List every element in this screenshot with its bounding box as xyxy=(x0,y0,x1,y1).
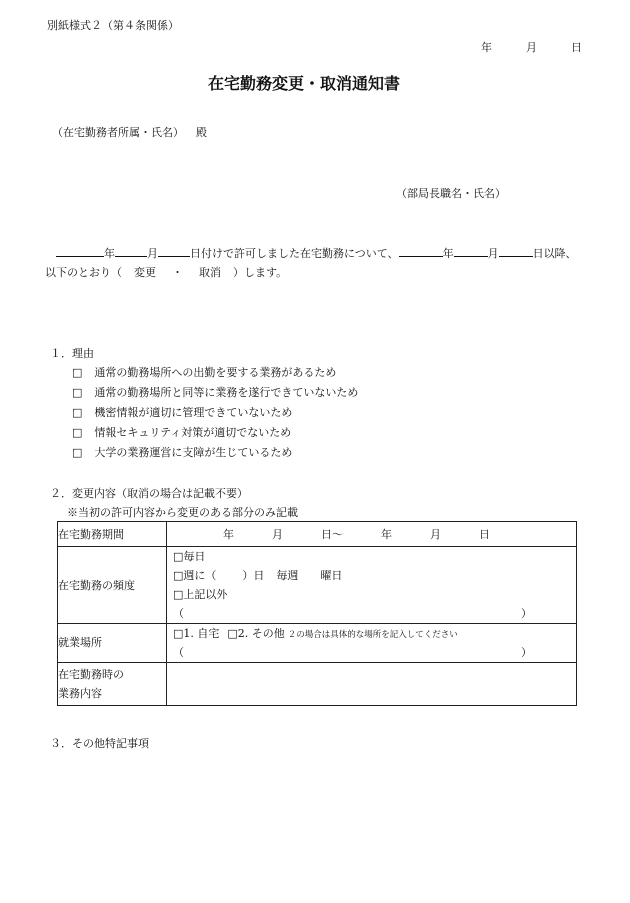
period-month-label-2: 月 xyxy=(430,528,441,541)
period-day-from-label: 日～ xyxy=(321,528,343,541)
date-month-label: 月 xyxy=(526,41,537,54)
option-separator: ・ xyxy=(172,266,183,279)
freq-other-option[interactable]: □上記以外 xyxy=(173,588,228,601)
open-paren: （ xyxy=(173,646,184,659)
place-options xyxy=(167,624,576,643)
frequency-cell xyxy=(167,547,577,624)
blank-original-month[interactable] xyxy=(115,243,147,257)
issue-date xyxy=(481,39,582,55)
reason-text: 大学の業務運営に支障が生じているため xyxy=(94,446,293,459)
period-day-label: 日 xyxy=(479,528,490,541)
changes-table xyxy=(57,521,577,706)
period-row xyxy=(58,522,577,547)
checkbox-icon[interactable]: □ xyxy=(72,446,83,459)
checkbox-icon[interactable]: □ xyxy=(72,406,83,419)
line2-prefix: 以下のとおり（ xyxy=(45,266,122,279)
reason-text: 情報セキュリティ対策が適切でないため xyxy=(94,426,292,439)
reason-text: 機密情報が適切に管理できていないため xyxy=(94,406,293,419)
period-month-label: 月 xyxy=(272,528,283,541)
day-label: 日 xyxy=(190,247,201,260)
content-input[interactable] xyxy=(167,663,577,706)
sender-label: （部局長職名・氏名） xyxy=(396,187,506,200)
year-label-2: 年 xyxy=(442,247,454,260)
freq-weekly-every: 毎週 xyxy=(276,569,299,582)
content-row xyxy=(58,663,577,706)
checkbox-icon[interactable]: □ xyxy=(72,366,83,379)
freq-weekly-days: ）日 xyxy=(242,569,265,582)
reason-text: 通常の勤務場所と同等に業務を遂行できていないため xyxy=(94,386,359,399)
blank-effective-day[interactable] xyxy=(499,243,533,257)
period-label: 在宅勤務期間 xyxy=(58,522,167,547)
day-label-2: 日 xyxy=(532,247,544,260)
freq-weekly-option[interactable] xyxy=(167,566,576,585)
reason-item[interactable] xyxy=(72,404,292,420)
document-title: 在宅勤務変更・取消通知書 xyxy=(208,74,401,93)
reason-text: 通常の勤務場所への出勤を要する業務があるため xyxy=(94,366,337,379)
year-label: 年 xyxy=(104,247,115,260)
option-change[interactable]: 変更 xyxy=(134,266,156,279)
month-label-2: 月 xyxy=(487,247,499,260)
frequency-row xyxy=(58,547,577,624)
reasons-heading: １．理由 xyxy=(50,347,94,360)
line2-suffix: ）します。 xyxy=(233,266,288,279)
period-year-label-2: 年 xyxy=(381,528,392,541)
place-note: ２の場合は具体的な場所を記入してください xyxy=(287,630,458,640)
close-paren: ） xyxy=(521,607,532,620)
option-cancel[interactable]: 取消 xyxy=(199,266,221,279)
blank-effective-year[interactable] xyxy=(399,243,443,257)
freq-weekly-prefix: □週に（ xyxy=(173,569,217,582)
place-other-input[interactable] xyxy=(167,643,576,662)
reason-item[interactable] xyxy=(72,384,358,400)
blank-effective-month[interactable] xyxy=(454,243,488,257)
place-row xyxy=(58,624,577,663)
content-label-line-2: 業務内容 xyxy=(58,687,102,700)
body-line-2 xyxy=(45,264,287,280)
blank-original-day[interactable] xyxy=(158,243,190,257)
freq-daily-option[interactable]: □毎日 xyxy=(173,550,206,563)
place-label: 就業場所 xyxy=(58,624,167,663)
date-year-label: 年 xyxy=(481,41,492,54)
reason-item[interactable] xyxy=(72,424,291,440)
content-label xyxy=(58,663,167,706)
frequency-label: 在宅勤務の頻度 xyxy=(58,547,167,624)
blank-original-year[interactable] xyxy=(56,243,104,257)
other-heading: ３．その他特記事項 xyxy=(50,737,149,750)
checkbox-icon[interactable]: □ xyxy=(72,386,83,399)
open-paren: （ xyxy=(173,607,184,620)
period-year-label: 年 xyxy=(223,528,234,541)
addressee-label: （在宅勤務者所属・氏名） xyxy=(52,126,184,139)
content-label-line-1: 在宅勤務時の xyxy=(58,668,124,681)
body-text-2: 以降、 xyxy=(543,247,577,260)
form-identifier: 別紙様式２（第４条関係） xyxy=(47,19,179,32)
freq-other-input[interactable] xyxy=(167,604,576,623)
period-cell[interactable] xyxy=(167,522,577,547)
reason-item[interactable] xyxy=(72,444,292,460)
body-line-1 xyxy=(56,243,577,261)
freq-weekly-dow: 曜日 xyxy=(320,569,343,582)
addressee xyxy=(52,124,207,140)
changes-heading: ２．変更内容（取消の場合は記載不要） xyxy=(50,487,248,500)
place-other-option[interactable]: □2. その他 xyxy=(227,627,285,640)
body-text-1: 付けで許可しました在宅勤務について、 xyxy=(201,247,399,260)
place-home-option[interactable]: □1. 自宅 xyxy=(173,627,220,640)
month-label: 月 xyxy=(147,247,158,260)
addressee-honorific: 殿 xyxy=(196,126,207,139)
date-day-label: 日 xyxy=(571,41,582,54)
checkbox-icon[interactable]: □ xyxy=(72,426,83,439)
place-cell xyxy=(167,624,577,663)
changes-note: ※当初の許可内容から変更のある部分のみ記載 xyxy=(67,506,298,519)
reason-item[interactable] xyxy=(72,364,336,380)
close-paren: ） xyxy=(521,646,532,659)
